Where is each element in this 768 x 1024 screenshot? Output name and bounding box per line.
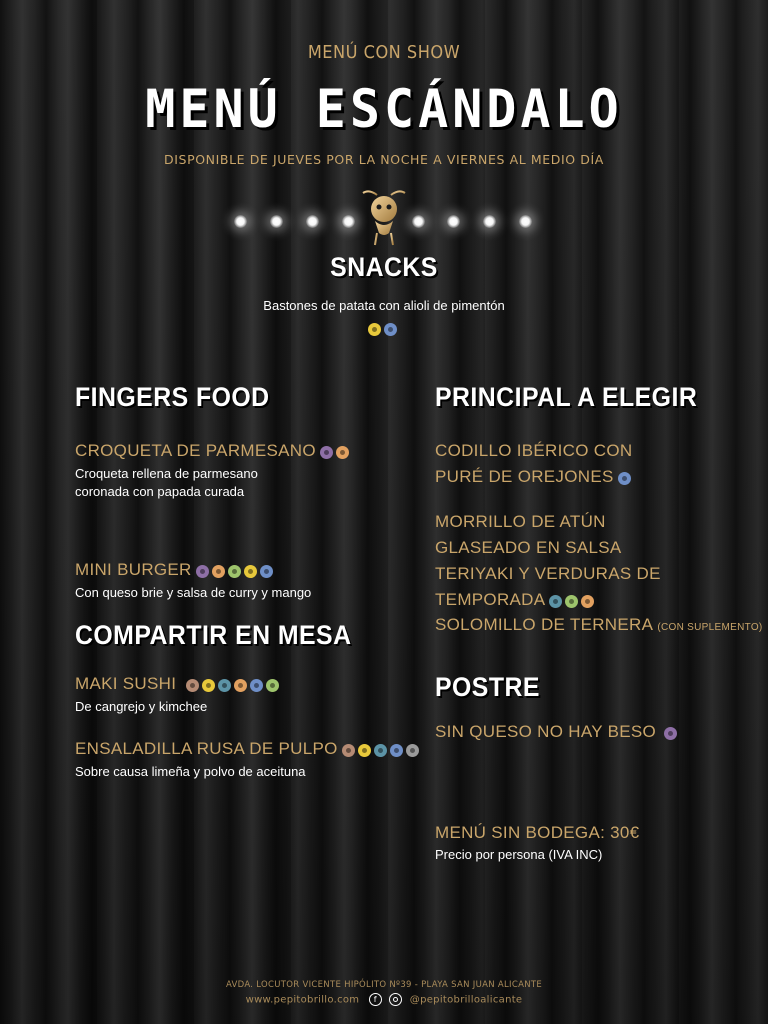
allergen-grey-icon xyxy=(406,744,419,757)
item-title: MAKI SUSHI xyxy=(75,674,177,693)
allergen-badges xyxy=(549,588,597,614)
stage-light xyxy=(306,215,319,228)
item-title: CROQUETA DE PARMESANO xyxy=(75,441,316,460)
item-title: MINI BURGER xyxy=(75,560,192,579)
allergen-blue-icon xyxy=(260,565,273,578)
allergen-blue-icon xyxy=(250,679,263,692)
item-description: Croqueta rellena de parmesano coronada con papada curada xyxy=(75,465,258,499)
cricket-logo-icon xyxy=(359,189,409,247)
price-title: MENÚ SIN BODEGA: 30€ xyxy=(435,823,640,842)
menu-item-codillo xyxy=(435,438,685,491)
item-title: ENSALADILLA RUSA DE PULPO xyxy=(75,739,338,758)
menu-item-ensaladilla xyxy=(75,736,405,781)
menu-item-sin-queso xyxy=(435,719,735,746)
stage-light xyxy=(519,215,532,228)
allergen-yellow-icon xyxy=(358,744,371,757)
principal-heading: PRINCIPAL A ELEGIR xyxy=(435,382,698,412)
allergen-brown-icon xyxy=(186,679,199,692)
menu-item-maki-sushi xyxy=(75,671,405,716)
instagram-icon[interactable] xyxy=(389,993,402,1006)
stage-light xyxy=(342,215,355,228)
allergen-purple-icon xyxy=(320,446,333,459)
allergen-yellow-icon xyxy=(244,565,257,578)
allergen-badges xyxy=(186,672,282,698)
allergen-badges xyxy=(342,737,422,763)
allergen-badges xyxy=(618,465,634,491)
allergen-orange-icon xyxy=(336,446,349,459)
allergen-teal-icon xyxy=(218,679,231,692)
stage-light xyxy=(270,215,283,228)
allergen-green-icon xyxy=(228,565,241,578)
price-description: Precio por persona (IVA INC) xyxy=(435,847,603,862)
footer-address: AVDA. LOCUTOR VICENTE HIPÓLITO Nº39 - PLAYA SAN JUAN ALICANTE xyxy=(225,980,543,990)
allergen-badges xyxy=(320,439,352,465)
allergen-yellow-icon xyxy=(202,679,215,692)
allergen-purple-icon xyxy=(196,565,209,578)
menu-subtitle: DISPONIBLE DE JUEVES POR LA NOCHE A VIERNES AL MEDIO DÍA xyxy=(164,152,604,167)
allergen-orange-icon xyxy=(234,679,247,692)
fingers-food-heading: FINGERS FOOD xyxy=(75,382,270,412)
allergen-teal-icon xyxy=(549,595,562,608)
allergen-green-icon xyxy=(266,679,279,692)
menu-eyebrow: MENÚ CON SHOW xyxy=(307,42,461,63)
stage-light xyxy=(234,215,247,228)
item-description: Con queso brie y salsa de curry y mango xyxy=(75,584,312,600)
menu-item-mini-burger xyxy=(75,557,395,602)
allergen-green-icon xyxy=(565,595,578,608)
menu-item-morrillo xyxy=(435,509,700,614)
allergen-teal-icon xyxy=(374,744,387,757)
menu-item-croqueta xyxy=(75,438,395,501)
item-title: CODILLO IBÉRICO CON PURÉ DE OREJONES xyxy=(435,441,633,486)
snacks-heading: SNACKS xyxy=(330,252,438,282)
allergen-orange-icon xyxy=(581,595,594,608)
menu-title: MENÚ ESCÁNDALO xyxy=(145,78,623,140)
item-suffix: (CON SUPLEMENTO) xyxy=(657,622,763,633)
facebook-icon[interactable]: f xyxy=(369,993,382,1006)
allergen-badges xyxy=(664,720,680,746)
footer-website[interactable]: www.pepitobrillo.com xyxy=(245,994,360,1006)
item-title: SOLOMILLO DE TERNERA xyxy=(435,615,653,634)
allergen-purple-icon xyxy=(664,727,677,740)
snacks-description: Bastones de patata con alioli de pimentón xyxy=(263,298,505,313)
price-block xyxy=(435,820,735,864)
allergen-blue-icon xyxy=(390,744,403,757)
item-description: De cangrejo y kimchee xyxy=(75,698,208,714)
stage-light xyxy=(412,215,425,228)
allergen-yellow-icon xyxy=(368,323,381,336)
stage-light xyxy=(447,215,460,228)
snacks-badges xyxy=(0,318,768,338)
item-description: Sobre causa limeña y polvo de aceituna xyxy=(75,763,306,779)
item-title: MORRILLO DE ATÚN GLASEADO EN SALSA TERIYAKI Y VERDURAS DE TEMPORADA xyxy=(435,512,661,609)
allergen-blue-icon xyxy=(384,323,397,336)
footer-contact xyxy=(0,993,768,1006)
allergen-orange-icon xyxy=(212,565,225,578)
allergen-brown-icon xyxy=(342,744,355,757)
footer-social-handle[interactable]: @pepitobrilloalicante xyxy=(409,994,523,1006)
compartir-heading: COMPARTIR EN MESA xyxy=(75,620,352,650)
stage-light xyxy=(483,215,496,228)
menu-item-solomillo xyxy=(435,612,763,641)
postre-heading: POSTRE xyxy=(435,672,540,702)
item-title: SIN QUESO NO HAY BESO xyxy=(435,722,657,741)
allergen-blue-icon xyxy=(618,472,631,485)
allergen-badges xyxy=(196,558,276,584)
